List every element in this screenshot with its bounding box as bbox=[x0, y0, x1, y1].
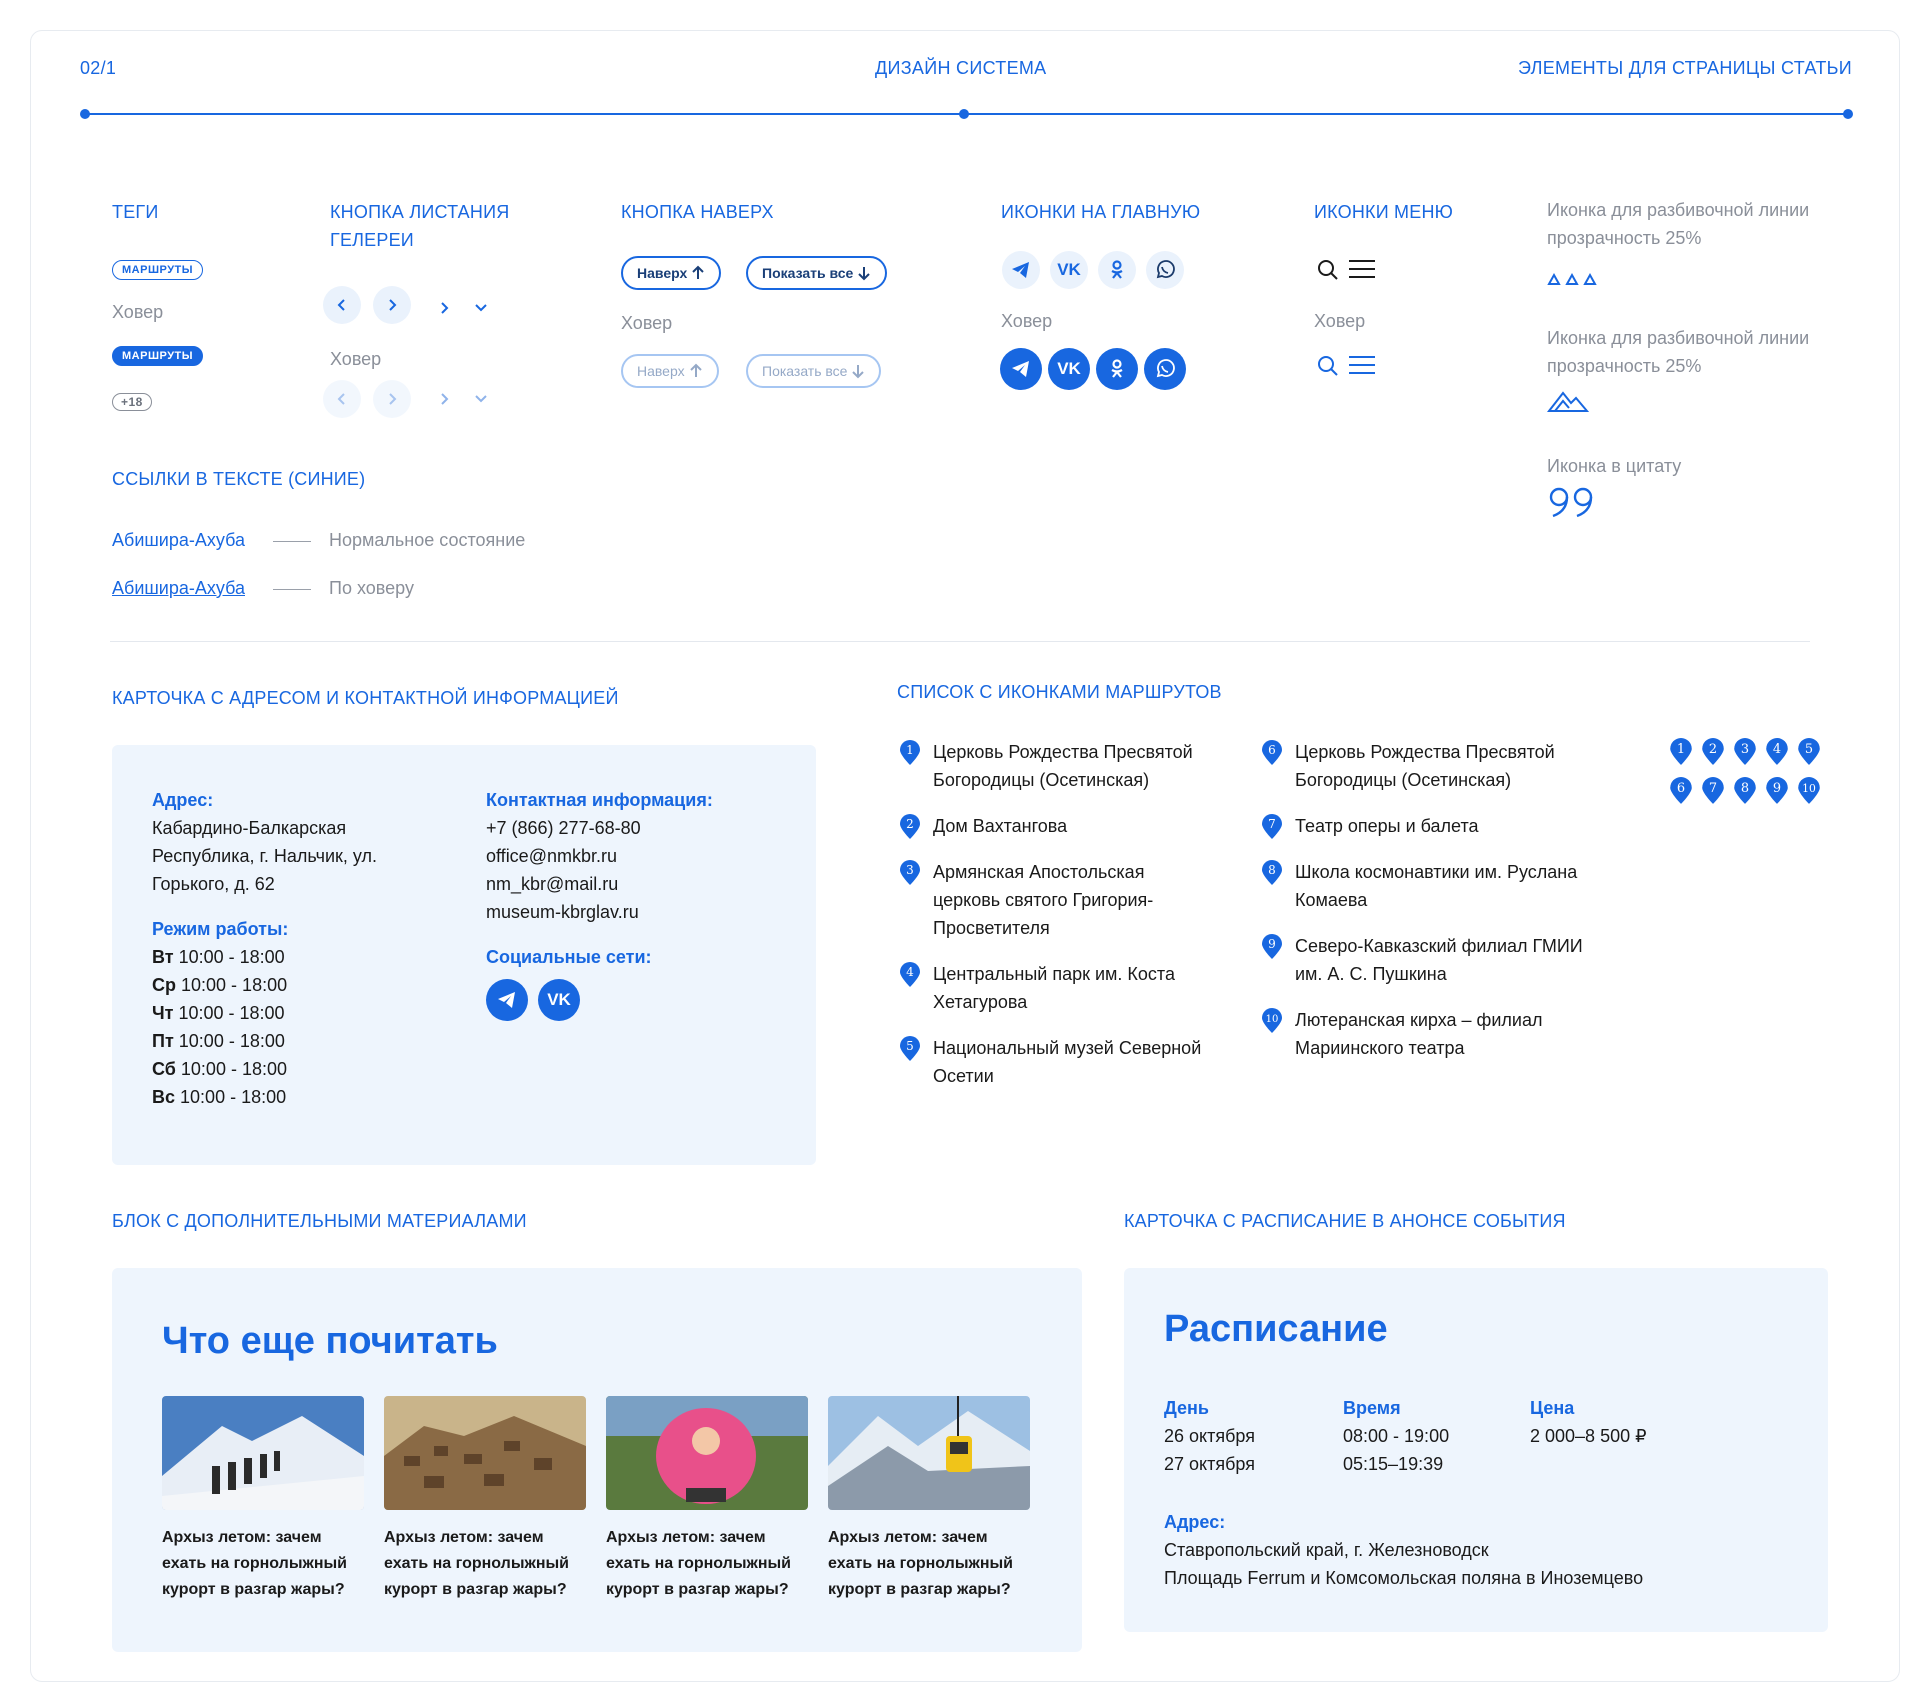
gallery-title-line2: ГЕЛЕРЕИ bbox=[330, 230, 414, 250]
telegram-icon bbox=[1011, 360, 1031, 378]
schedule-day-column bbox=[1164, 1394, 1255, 1478]
vk-icon: VK bbox=[1057, 359, 1081, 378]
route-pin-icon bbox=[1733, 738, 1757, 766]
svg-text:8: 8 bbox=[1268, 863, 1276, 877]
schedule-address-line: Ставропольский край, г. Железноводск bbox=[1164, 1540, 1489, 1560]
route-item[interactable] bbox=[899, 738, 1201, 794]
svg-text:1: 1 bbox=[906, 743, 914, 757]
tags-title: ТЕГИ bbox=[112, 202, 159, 222]
show-all-label: Показать все bbox=[762, 363, 848, 379]
article-title[interactable]: Архыз летом: зачем ехать на горнолыжный курорт в разгар жары? bbox=[384, 1529, 569, 1598]
svg-text:8: 8 bbox=[1740, 781, 1750, 797]
schedule-time-column bbox=[1343, 1394, 1449, 1478]
hours-row: Ср 10:00 - 18:00 bbox=[152, 975, 288, 995]
link-hover-state-label: По ховеру bbox=[329, 578, 414, 598]
routes-title: СПИСОК С ИКОНКАМИ МАРШРУТОВ bbox=[897, 682, 1222, 702]
show-all-button[interactable] bbox=[746, 256, 887, 290]
gallery-hover-label: Ховер bbox=[330, 349, 382, 369]
route-item-label: Школа космонавтики им. Руслана Комаева bbox=[1295, 862, 1578, 910]
route-pin-icon bbox=[1733, 777, 1757, 805]
hamburger-menu-icon[interactable] bbox=[1348, 258, 1376, 280]
svg-text:5: 5 bbox=[906, 1039, 914, 1053]
scroll-up-label: Наверх bbox=[637, 363, 685, 379]
chevron-right-small-icon[interactable] bbox=[438, 301, 450, 315]
quote-icon bbox=[1547, 486, 1599, 518]
gallery-title-line1: КНОПКА ЛИСТАНИЯ bbox=[330, 202, 510, 222]
route-item[interactable] bbox=[899, 1034, 1201, 1090]
route-pin-icon bbox=[1261, 934, 1283, 960]
route-item-label: Северо-Кавказский филиал ГМИИ им. А. С. Пушкина bbox=[1295, 936, 1583, 984]
scroll-up-button-hover[interactable] bbox=[621, 354, 719, 388]
divider-icon-2-desc-line1: Иконка для разбивочной линии bbox=[1547, 328, 1810, 348]
route-item[interactable] bbox=[1261, 932, 1583, 988]
article-title[interactable]: Архыз летом: зачем ехать на горнолыжный курорт в разгар жары? bbox=[828, 1529, 1013, 1598]
route-pin-icon bbox=[899, 1036, 921, 1062]
hours-row: Чт 10:00 - 18:00 bbox=[152, 1003, 285, 1023]
contact-right-column bbox=[486, 786, 713, 1021]
svg-text:7: 7 bbox=[1708, 781, 1718, 797]
contact-info-label: Контактная информация: bbox=[486, 790, 713, 810]
links-title: ССЫЛКИ В ТЕКСТЕ (СИНИЕ) bbox=[112, 469, 366, 489]
article-image-cable-car bbox=[828, 1396, 1030, 1510]
rule-dot-right bbox=[1843, 109, 1853, 119]
arrow-up-icon bbox=[689, 363, 703, 379]
more-block-title: БЛОК С ДОПОЛНИТЕЛЬНЫМИ МАТЕРИАЛАМИ bbox=[112, 1211, 527, 1231]
price-label: Цена bbox=[1530, 1398, 1575, 1418]
vk-button[interactable] bbox=[1050, 251, 1088, 289]
whatsapp-button-hover[interactable] bbox=[1144, 348, 1186, 390]
up-title: КНОПКА НАВЕРХ bbox=[621, 202, 774, 222]
mountains-divider-icon bbox=[1547, 388, 1589, 414]
home-icons-title: ИКОНКИ НА ГЛАВНУЮ bbox=[1001, 202, 1201, 222]
hours-label: Режим работы: bbox=[152, 919, 289, 939]
rule-dot-center bbox=[959, 109, 969, 119]
telegram-button-hover[interactable] bbox=[1000, 348, 1042, 390]
hours-row: Сб 10:00 - 18:00 bbox=[152, 1059, 287, 1079]
quote-icon-desc: Иконка в цитату bbox=[1547, 456, 1682, 476]
triangles-divider-icon bbox=[1547, 272, 1599, 286]
link-state-dash bbox=[273, 541, 311, 542]
gallery-next-button-hover[interactable] bbox=[373, 380, 411, 418]
article-card[interactable] bbox=[162, 1396, 364, 1603]
svg-text:9: 9 bbox=[1268, 937, 1276, 951]
article-title[interactable]: Архыз летом: зачем ехать на горнолыжный курорт в разгар жары? bbox=[606, 1529, 791, 1598]
email-link[interactable]: office@nmkbr.ru bbox=[486, 846, 617, 866]
svg-text:5: 5 bbox=[1804, 742, 1814, 758]
svg-text:3: 3 bbox=[1740, 742, 1750, 758]
telegram-button[interactable] bbox=[486, 979, 528, 1021]
hours-row: Вт 10:00 - 18:00 bbox=[152, 947, 285, 967]
telegram-icon bbox=[497, 991, 517, 1009]
section-title: ЭЛЕМЕНТЫ ДЛЯ СТРАНИЦЫ СТАТЬИ bbox=[1517, 58, 1852, 78]
svg-text:2: 2 bbox=[906, 817, 914, 831]
page-number: 02/1 bbox=[80, 58, 117, 78]
route-item-label: Дом Вахтангова bbox=[933, 816, 1068, 836]
route-pin-icon bbox=[1701, 738, 1725, 766]
tag-count[interactable]: +18 bbox=[112, 393, 152, 411]
arrow-down-icon bbox=[851, 363, 865, 379]
schedule-price-column bbox=[1530, 1394, 1647, 1450]
day-value: 26 октября bbox=[1164, 1426, 1255, 1446]
section-divider bbox=[110, 641, 1810, 642]
odnoklassniki-button-hover[interactable] bbox=[1096, 348, 1138, 390]
route-pin-icon bbox=[1261, 740, 1283, 766]
schedule-address-label: Адрес: bbox=[1164, 1512, 1226, 1532]
rule-dot-left bbox=[80, 109, 90, 119]
route-pin-icon bbox=[1261, 1008, 1283, 1034]
home-icons-hover-label: Ховер bbox=[1001, 311, 1053, 331]
time-label: Время bbox=[1343, 1398, 1401, 1418]
schedule-address-line: Площадь Ferrum и Комсомольская поляна в Иноземцево bbox=[1164, 1568, 1644, 1588]
more-heading: Что еще почитать bbox=[162, 1320, 498, 1362]
route-item-label: Театр оперы и балета bbox=[1295, 816, 1479, 836]
route-pin-icon bbox=[899, 860, 921, 886]
tag-routes[interactable]: МАРШРУТЫ bbox=[112, 260, 203, 280]
route-pin-icon bbox=[899, 962, 921, 988]
whatsapp-icon bbox=[1155, 260, 1175, 280]
tag-routes-hover[interactable]: МАРШРУТЫ bbox=[112, 346, 203, 366]
gallery-prev-button-hover[interactable] bbox=[323, 380, 361, 418]
hamburger-menu-icon-hover[interactable] bbox=[1348, 354, 1376, 376]
article-image-mountain-village bbox=[384, 1396, 586, 1510]
route-item[interactable] bbox=[1261, 1006, 1583, 1062]
svg-text:3: 3 bbox=[906, 863, 914, 877]
divider-icon-2-desc-line2: прозрачность 25% bbox=[1547, 356, 1702, 376]
route-item-label: Церковь Рождества Пресвятой Богородицы (Осетинская) bbox=[1295, 742, 1555, 790]
contact-card-title: КАРТОЧКА С АДРЕСОМ И КОНТАКТНОЙ ИНФОРМАЦИЕЙ bbox=[112, 688, 619, 708]
odnoklassniki-icon bbox=[1110, 260, 1124, 280]
route-pin-icon bbox=[899, 740, 921, 766]
article-card[interactable] bbox=[606, 1396, 808, 1603]
chevron-right-small-icon[interactable] bbox=[438, 392, 450, 406]
route-item[interactable] bbox=[899, 858, 1201, 942]
scroll-up-button[interactable] bbox=[621, 256, 721, 290]
day-value: 27 октября bbox=[1164, 1454, 1255, 1474]
route-pin-icon bbox=[1765, 738, 1789, 766]
whatsapp-icon bbox=[1155, 359, 1175, 379]
chevron-right-icon bbox=[386, 298, 398, 312]
route-pin-icon bbox=[1261, 814, 1283, 840]
chevron-down-small-icon[interactable] bbox=[474, 302, 488, 314]
svg-text:10: 10 bbox=[1265, 1014, 1279, 1025]
hours-row: Вс 10:00 - 18:00 bbox=[152, 1087, 287, 1107]
vk-icon: VK bbox=[1057, 260, 1081, 279]
search-icon[interactable] bbox=[1316, 258, 1340, 282]
schedule-address bbox=[1164, 1508, 1643, 1592]
article-list bbox=[162, 1396, 1030, 1603]
odnoklassniki-icon bbox=[1110, 359, 1124, 379]
article-image-pink-costume bbox=[606, 1396, 808, 1510]
svg-text:4: 4 bbox=[906, 965, 914, 979]
address-line: Кабардино-Балкарская bbox=[152, 818, 347, 838]
page-title: ДИЗАЙН СИСТЕМА bbox=[875, 58, 1047, 78]
chevron-left-icon bbox=[336, 298, 348, 312]
contact-left-column bbox=[152, 786, 377, 1111]
svg-text:1: 1 bbox=[1676, 742, 1686, 758]
route-item-label: Лютеранская кирха – филиал Мариинского театра bbox=[1295, 1010, 1543, 1058]
price-value: 2 000–8 500 ₽ bbox=[1530, 1426, 1647, 1446]
email-link[interactable]: nm_kbr@mail.ru bbox=[486, 874, 619, 894]
link-state-dash bbox=[273, 589, 311, 590]
route-pin-icon bbox=[1669, 777, 1693, 805]
vk-icon: VK bbox=[547, 990, 571, 1009]
telegram-icon bbox=[1011, 261, 1031, 279]
route-pins-legend bbox=[1669, 738, 1829, 816]
vk-button-hover[interactable] bbox=[1048, 348, 1090, 390]
day-label: День bbox=[1164, 1398, 1209, 1418]
route-item[interactable] bbox=[1261, 812, 1583, 840]
svg-text:4: 4 bbox=[1772, 742, 1782, 758]
svg-text:2: 2 bbox=[1708, 742, 1718, 758]
time-value: 08:00 - 19:00 bbox=[1343, 1426, 1450, 1446]
search-icon-hover[interactable] bbox=[1316, 354, 1340, 378]
menu-icons-hover-label: Ховер bbox=[1314, 311, 1366, 331]
address-line: Республика, г. Нальчик, ул. bbox=[152, 846, 377, 866]
route-item[interactable] bbox=[1261, 738, 1583, 794]
route-pin-icon bbox=[1797, 738, 1821, 766]
chevron-left-icon bbox=[336, 392, 348, 406]
show-all-label: Показать все bbox=[762, 265, 854, 281]
route-item[interactable] bbox=[899, 960, 1201, 1016]
show-all-button-hover[interactable] bbox=[746, 354, 881, 388]
odnoklassniki-button[interactable] bbox=[1098, 251, 1136, 289]
route-item[interactable] bbox=[1261, 858, 1583, 914]
article-card[interactable] bbox=[384, 1396, 586, 1603]
website-link[interactable]: museum-kbrglav.ru bbox=[486, 902, 639, 922]
gallery-next-button[interactable] bbox=[373, 286, 411, 324]
text-link-hover[interactable]: Абишира-Ахуба bbox=[112, 578, 245, 598]
arrow-up-icon bbox=[691, 265, 705, 281]
route-pin-icon bbox=[899, 814, 921, 840]
social-label: Социальные сети: bbox=[486, 947, 652, 967]
route-item[interactable] bbox=[899, 812, 1201, 840]
tags-hover-label: Ховер bbox=[112, 302, 164, 322]
routes-column-2 bbox=[1261, 738, 1583, 1080]
article-title[interactable]: Архыз летом: зачем ехать на горнолыжный курорт в разгар жары? bbox=[162, 1529, 347, 1598]
article-image-mountain-hikers bbox=[162, 1396, 364, 1510]
routes-column-1 bbox=[899, 738, 1201, 1108]
route-item-label: Центральный парк им. Коста Хетагурова bbox=[933, 964, 1175, 1012]
route-pin-icon bbox=[1701, 777, 1725, 805]
route-pin-icon bbox=[1797, 777, 1821, 805]
chevron-right-icon bbox=[386, 392, 398, 406]
text-link[interactable]: Абишира-Ахуба bbox=[112, 530, 245, 550]
time-value: 05:15–19:39 bbox=[1343, 1454, 1444, 1474]
hours-row: Пт 10:00 - 18:00 bbox=[152, 1031, 285, 1051]
route-item-label: Армянская Апостольская церковь святого Григория- Просветителя bbox=[933, 862, 1154, 938]
svg-text:10: 10 bbox=[1802, 782, 1816, 796]
svg-text:6: 6 bbox=[1676, 781, 1686, 797]
menu-icons-title: ИКОНКИ МЕНЮ bbox=[1314, 202, 1454, 222]
divider-icon-1-desc-line1: Иконка для разбивочной линии bbox=[1547, 200, 1810, 220]
address-label: Адрес: bbox=[152, 790, 214, 810]
gallery-prev-button[interactable] bbox=[323, 286, 361, 324]
svg-text:9: 9 bbox=[1772, 781, 1782, 797]
svg-text:7: 7 bbox=[1268, 817, 1276, 831]
divider-icon-1-desc-line2: прозрачность 25% bbox=[1547, 228, 1702, 248]
telegram-button[interactable] bbox=[1002, 251, 1040, 289]
schedule-card-title: КАРТОЧКА С РАСПИСАНИЕ В АНОНСЕ СОБЫТИЯ bbox=[1124, 1211, 1566, 1231]
vk-button[interactable] bbox=[538, 979, 580, 1021]
route-pin-icon bbox=[1669, 738, 1693, 766]
link-normal-state-label: Нормальное состояние bbox=[329, 530, 526, 550]
address-line: Горького, д. 62 bbox=[152, 874, 275, 894]
up-hover-label: Ховер bbox=[621, 313, 673, 333]
chevron-down-small-icon[interactable] bbox=[474, 393, 488, 405]
route-pin-icon bbox=[1261, 860, 1283, 886]
svg-text:6: 6 bbox=[1268, 743, 1276, 757]
route-pin-icon bbox=[1765, 777, 1789, 805]
phone-link[interactable]: +7 (866) 277-68-80 bbox=[486, 818, 641, 838]
route-item-label: Церковь Рождества Пресвятой Богородицы (Осетинская) bbox=[933, 742, 1193, 790]
scroll-up-label: Наверх bbox=[637, 265, 688, 281]
arrow-down-icon bbox=[857, 265, 871, 281]
route-item-label: Национальный музей Северной Осетии bbox=[933, 1038, 1202, 1086]
whatsapp-button[interactable] bbox=[1146, 251, 1184, 289]
article-card[interactable] bbox=[828, 1396, 1030, 1603]
schedule-heading: Расписание bbox=[1164, 1308, 1388, 1350]
